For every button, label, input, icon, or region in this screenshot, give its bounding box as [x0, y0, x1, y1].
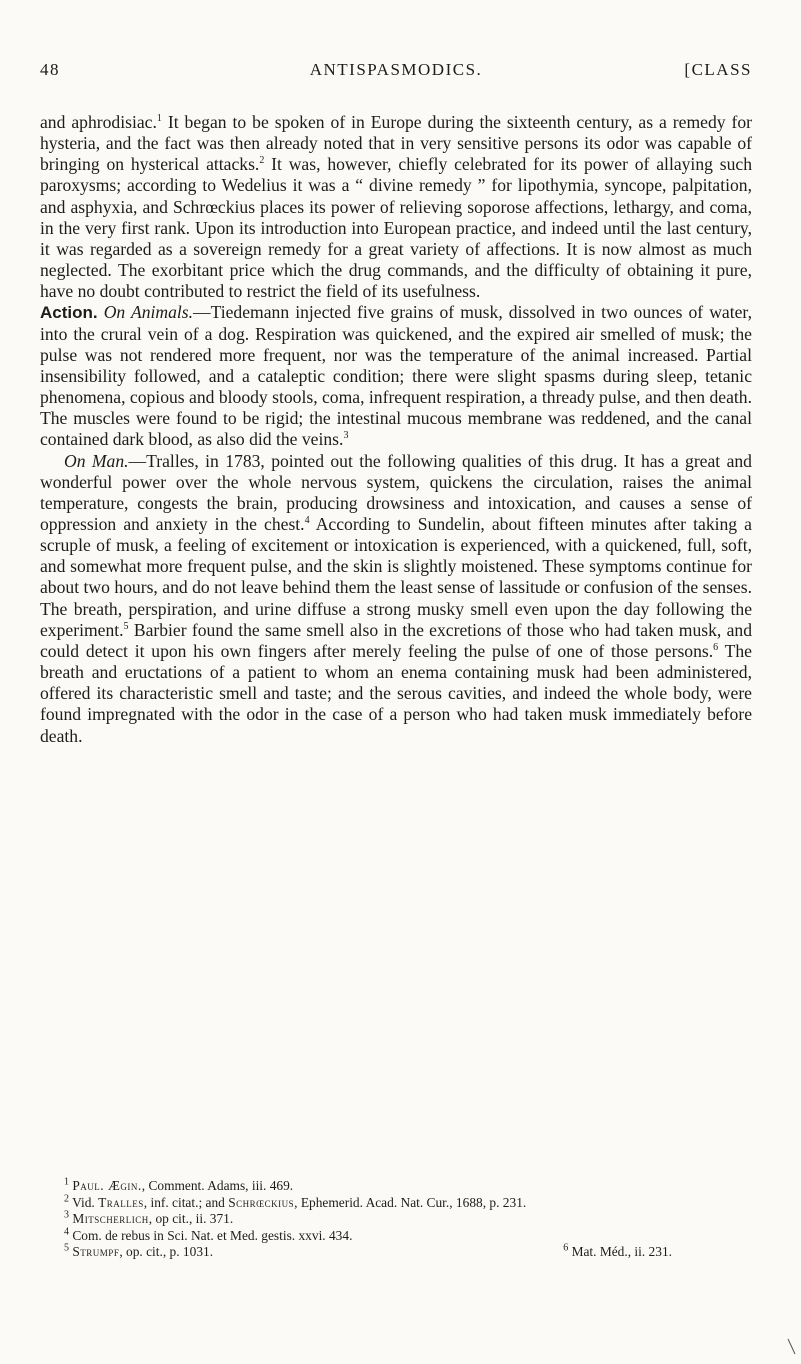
footnote-1: $^1$ Paul. Ægin., Comment. Adams, iii. 469. [64, 1176, 294, 1193]
body-text [40, 112, 752, 747]
section-heading-action: Action. [40, 303, 98, 323]
footnote-ref-6: 6 [713, 642, 719, 654]
paragraph-action-animals: Action. On Animals.—Tiedemann injected five grains of musk, dissolved in two ounces of water, into the crural vein of a dog. Respiration was quickened, and the expired air smelled of musk; the pulse was not rendered more frequent, nor was the temperature of the animal increased. Partial insensibility followed, and a cataleptic condition; there were slight spasms during sleep, tetanic phenomena, copious and bloody stools, coma, infrequent respiration, a thready pulse, and then death. The muscles were found to be rigid; the intestinal mucous membrane was reddened, and the canal contained dark blood, as also did the veins.$^3$ [40, 302, 752, 450]
footnote-6: $^6$ Mat. Méd., ii. 231. [563, 1242, 672, 1259]
subheading-on-animals: On Animals. [103, 302, 194, 323]
footnote-ref-2: 2 [259, 155, 265, 167]
footnote-ref-5: 5 [123, 620, 129, 632]
paragraph-continuation: and aphrodisiac.$^1$ It began to be spoken of in Europe during the sixteenth century, as a remedy for hysteria, and the fact was then already noted that in very sensitive persons its odor was capable of bringing on hysterical attacks.$^2$ It was, however, chiefly celebrated for its power of allaying such paroxysms; according to Wedelius it was a “ divine remedy ” for lipothymia, syncope, palpitation, and asphyxia, and Schrœckius places its power of relieving soporose affections, lethargy, and coma, in the very first rank. Upon its introduction into European practice, and indeed until the last century, it was regarded as a sovereign remedy for a great variety of affections. It is now almost as much neglected. The exorbitant price which the drug commands, and the difficulty of obtaining it pure, have no doubt contributed to restrict the field of its usefulness. [40, 112, 753, 302]
running-header [40, 60, 752, 84]
footnote-5: $^5$ Strumpf, op. cit., p. 1031. [64, 1242, 214, 1259]
subheading-on-man: On Man. [64, 450, 129, 471]
class-label: [CLASS [684, 60, 752, 79]
footnote-ref-1: 1 [156, 113, 162, 125]
footnote-4: $^4$ Com. de rebus in Sci. Nat. et Med. gestis. xxvi. 434. [64, 1226, 353, 1243]
running-title: ANTISPASMODICS. [309, 60, 483, 79]
footnote-ref-4: 4 [304, 515, 310, 527]
footnote-ref-3: 3 [343, 430, 349, 442]
paragraph-on-man: On Man.—Tralles, in 1783, pointed out the following qualities of this drug. It has a great and wonderful power over the whole nervous system, quickens the circulation, raises the animal temperature, congests the brain, producing drowsiness and intoxication, and causes a sense of oppression and anxiety in the chest.$^4$ According to Sundelin, about fifteen minutes after taking a scruple of musk, a feeling of excitement or intoxication is experienced, with a quickened, full, soft, and somewhat more frequent pulse, and the skin is slightly moistened. These symptoms continue for about two hours, and do not leave behind them the least sense of lassitude or confusion of the senses. The breath, perspiration, and urine diffuse a strong musky smell even upon the day following the experiment.$^5$ Barbier found the same smell also in the excretions of those who had taken musk, and could detect it upon his own fingers after merely feeling the pulse of one of those persons.$^6$ The breath and eructations of a patient to whom an enema containing musk had been administered, offered its characteristic smell and taste; and the serous cavities, and indeed the whole body, were found impregnated with the odor in the case of a person who had taken musk immediately before death. [40, 450, 752, 746]
footnote-2: $^2$ Vid. Tralles, inf. citat.; and Schrœckius, Ephemerid. Acad. Nat. Cur., 1688, p. 231. [64, 1193, 527, 1210]
footnote-3: $^3$ Mitscherlich, op cit., ii. 371. [64, 1209, 234, 1226]
page-number: 48 [40, 60, 60, 79]
page-corner-mark [787, 1338, 797, 1356]
footnote-row-5-6 [40, 1244, 752, 1261]
footnotes [40, 1178, 752, 1261]
